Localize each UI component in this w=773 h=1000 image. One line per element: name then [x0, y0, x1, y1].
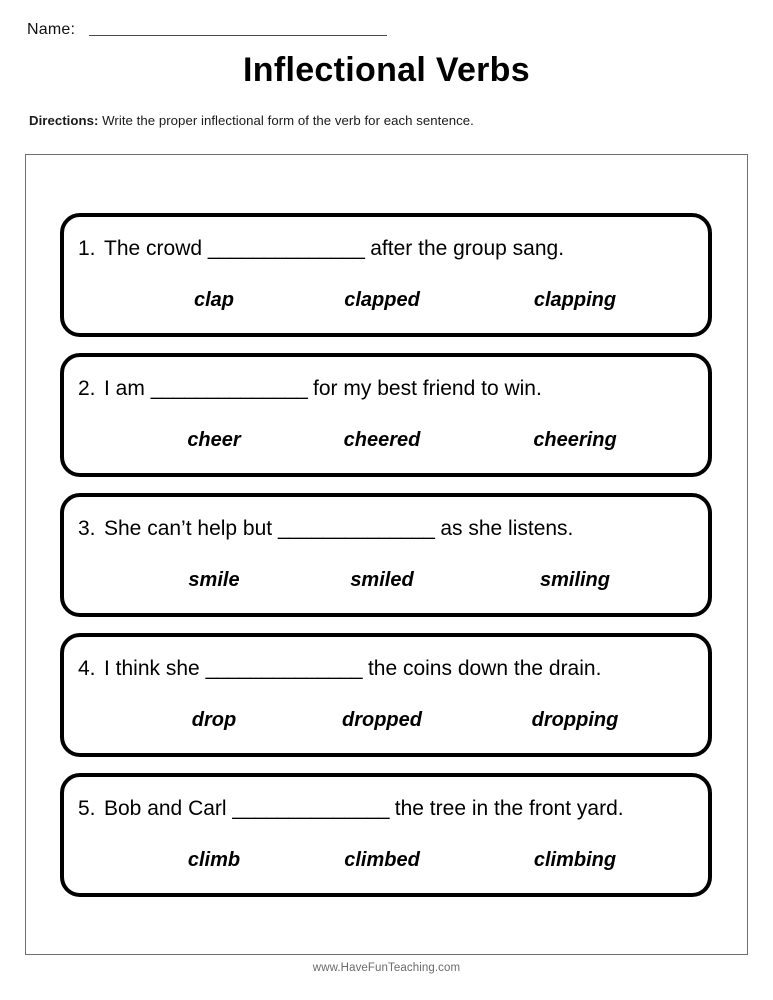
question-sentence — [78, 797, 698, 821]
directions-label: Directions: — [29, 113, 99, 128]
option-choice[interactable]: cheered — [343, 429, 421, 451]
directions-text: Write the proper inflectional form of the verb for each sentence. — [102, 113, 474, 128]
question-sentence — [78, 237, 698, 261]
sentence-before: I am — [104, 377, 145, 400]
option-choice[interactable]: clap — [193, 289, 235, 311]
option-choice[interactable]: drop — [191, 709, 237, 731]
sentence-after: the tree in the front yard. — [394, 797, 624, 820]
sentence-after: as she listens. — [440, 517, 574, 540]
option-choice[interactable]: clapped — [344, 289, 420, 311]
option-choice[interactable]: smile — [188, 569, 240, 591]
sentence-before: The crowd — [104, 237, 203, 260]
option-choice[interactable]: cheer — [187, 429, 241, 451]
question-options — [154, 289, 660, 312]
question-options — [154, 569, 660, 592]
option-choice[interactable]: climbed — [344, 849, 420, 871]
sentence-before: Bob and Carl — [104, 797, 227, 820]
question-box — [60, 633, 712, 757]
question-sentence — [78, 517, 698, 541]
directions — [29, 113, 474, 128]
question-box — [60, 213, 712, 337]
option-choice[interactable]: climb — [187, 849, 241, 871]
question-number: 3. — [78, 517, 96, 540]
page-title: Inflectional Verbs — [243, 51, 530, 89]
answer-blank[interactable]: ______________ — [205, 657, 363, 680]
name-input-line[interactable] — [89, 35, 387, 36]
answer-blank[interactable]: ______________ — [232, 797, 389, 820]
sentence-before: I think she — [104, 657, 200, 680]
sentence-after: the coins down the drain. — [367, 657, 602, 680]
option-choice[interactable]: cheering — [533, 429, 617, 451]
question-options — [154, 429, 660, 452]
option-choice[interactable]: clapping — [533, 289, 617, 311]
sentence-after: for my best friend to win. — [313, 377, 542, 400]
question-box — [60, 353, 712, 477]
option-choice[interactable]: smiling — [539, 569, 610, 591]
question-box — [60, 493, 712, 617]
questions-list — [60, 213, 712, 897]
question-sentence — [78, 657, 698, 681]
question-options — [154, 709, 660, 732]
question-sentence — [78, 377, 698, 401]
question-options — [154, 849, 660, 872]
question-number: 5. — [78, 797, 96, 820]
option-choice[interactable]: climbing — [533, 849, 617, 871]
option-choice[interactable]: dropping — [531, 709, 619, 731]
name-field-row — [27, 22, 387, 38]
question-number: 1. — [78, 237, 96, 260]
answer-blank[interactable]: ______________ — [277, 517, 435, 540]
option-choice[interactable]: smiled — [350, 569, 414, 591]
sentence-after: after the group sang. — [370, 237, 565, 260]
sentence-before: She can’t help but — [104, 517, 273, 540]
name-label: Name: — [27, 21, 76, 38]
answer-blank[interactable]: ______________ — [207, 237, 365, 260]
answer-blank[interactable]: ______________ — [150, 377, 308, 400]
question-number: 4. — [78, 657, 96, 680]
question-number: 2. — [78, 377, 96, 400]
footer-url[interactable]: www.HaveFunTeaching.com — [312, 962, 461, 974]
option-choice[interactable]: dropped — [342, 709, 422, 731]
question-box — [60, 773, 712, 897]
